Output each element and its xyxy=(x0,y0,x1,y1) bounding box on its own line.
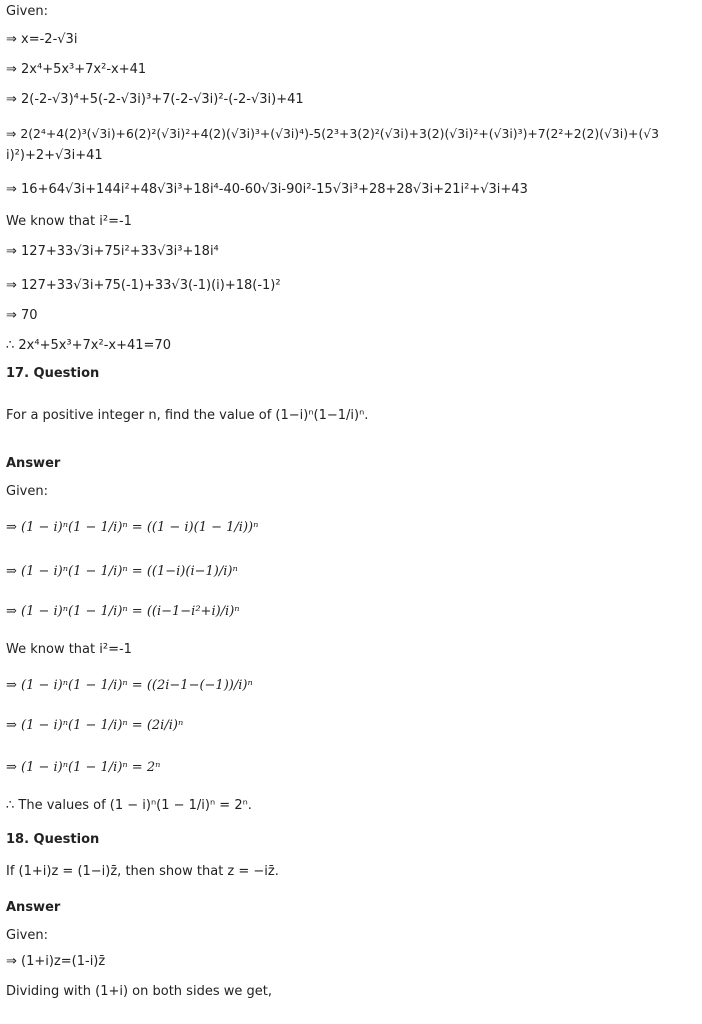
conclusion-line: ∴ 2x⁴+5x³+7x²-x+41=70 xyxy=(6,338,171,353)
answer-heading: Answer xyxy=(6,456,61,471)
math-line: i)²)+2+√3i+41 xyxy=(6,148,103,163)
question-heading: 18. Question xyxy=(6,832,100,847)
math-line: ⇒ 16+64√3i+144i²+48√3i³+18i⁴-40-60√3i-90i²-15√3i³+28+28√3i+21i²+√3i+43 xyxy=(6,182,528,197)
math-line: ⇒ 127+33√3i+75i²+33√3i³+18i⁴ xyxy=(6,244,219,259)
math-line: ⇒ x=-2-√3i xyxy=(6,32,78,47)
answer-heading: Answer xyxy=(6,900,61,915)
math-line: ⇒ 2x⁴+5x³+7x²-x+41 xyxy=(6,62,147,77)
question-heading: 17. Question xyxy=(6,366,100,381)
conclusion-line: ∴ The values of (1 − i)ⁿ(1 − 1/i)ⁿ = 2ⁿ. xyxy=(6,798,252,813)
given-label: Given: xyxy=(6,4,48,19)
math-line: ⇒ (1+i)z=(1-i)z̄ xyxy=(6,954,106,969)
math-line: ⇒ 127+33√3i+75(-1)+33√3(-1)(i)+18(-1)² xyxy=(6,278,281,293)
text-line: We know that i²=-1 xyxy=(6,642,132,657)
question-text: If (1+i)z = (1−i)z̄, then show that z = −iz̄. xyxy=(6,864,279,879)
math-line: ⇒ (1 − i)ⁿ(1 − 1/i)ⁿ = ((1−i)(i−1)/i)ⁿ xyxy=(6,564,238,579)
math-line: ⇒ (1 − i)ⁿ(1 − 1/i)ⁿ = ((1 − i)(1 − 1/i))ⁿ xyxy=(6,520,259,535)
text-line: We know that i²=-1 xyxy=(6,214,132,229)
math-line: ⇒ 2(-2-√3)⁴+5(-2-√3i)³+7(-2-√3i)²-(-2-√3i)+41 xyxy=(6,92,304,107)
math-line: ⇒ (1 − i)ⁿ(1 − 1/i)ⁿ = 2ⁿ xyxy=(6,760,161,775)
given-label: Given: xyxy=(6,484,48,499)
math-line: ⇒ (1 − i)ⁿ(1 − 1/i)ⁿ = ((2i−1−(−1))/i)ⁿ xyxy=(6,678,253,693)
math-line: ⇒ 2(2⁴+4(2)³(√3i)+6(2)²(√3i)²+4(2)(√3i)³+(√3i)⁴)-5(2³+3(2)²(√3i)+3(2)(√3i)²+(√3i)³)+7(2²+2(2)(√3i)+(√3 xyxy=(6,126,660,141)
given-label: Given: xyxy=(6,928,48,943)
math-line: ⇒ (1 − i)ⁿ(1 − 1/i)ⁿ = (2i/i)ⁿ xyxy=(6,718,184,733)
question-text: For a positive integer n, find the value of (1−i)ⁿ(1−1/i)ⁿ. xyxy=(6,408,369,423)
text-line: Dividing with (1+i) on both sides we get, xyxy=(6,984,272,999)
math-line: ⇒ (1 − i)ⁿ(1 − 1/i)ⁿ = ((i−1−i²+i)/i)ⁿ xyxy=(6,604,240,619)
math-line: ⇒ 70 xyxy=(6,308,38,323)
